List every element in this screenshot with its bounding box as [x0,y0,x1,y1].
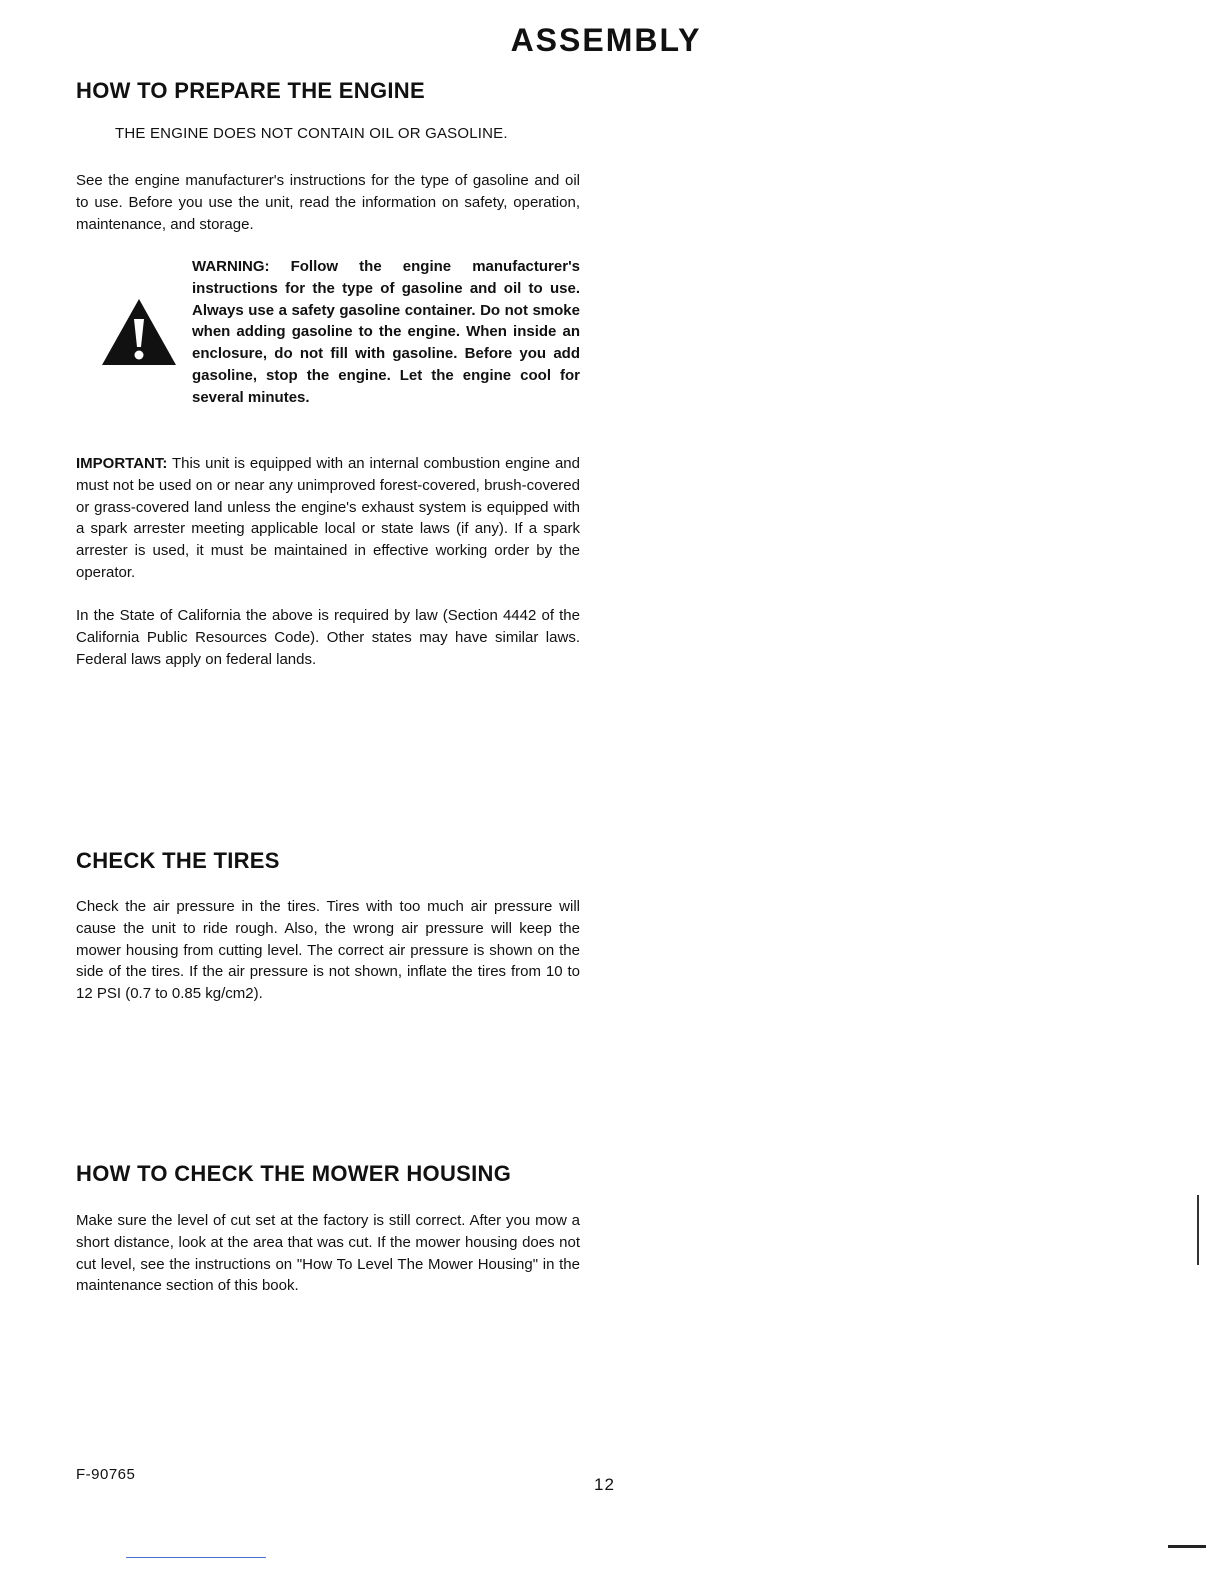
scan-corner-mark [1168,1545,1206,1548]
mower-paragraph: Make sure the level of cut set at the factory is still correct. After you mow a short distance, look at the area that was cut. If the mower housing does not cut level, see the instructions on "How To Level The Mower Housing" in the maintenance section of this book. [76,1212,580,1295]
page-title: ASSEMBLY [510,22,702,58]
california-paragraph: In the State of California the above is required by law (Section 4442 of the California Public Resources Code). Other states may have similar laws. Federal laws apply on federal lands. [76,607,580,668]
important-paragraph [76,453,580,584]
engine-notice: THE ENGINE DOES NOT CONTAIN OIL OR GASOLINE. [115,125,508,142]
scan-edge-mark [1197,1195,1199,1265]
warning-paragraph [192,256,580,409]
tires-section-heading: CHECK THE TIRES [76,848,280,873]
document-code: F-90765 [76,1466,136,1483]
engine-intro-paragraph: See the engine manufacturer's instructions for the type of gasoline and oil to use. Before you use the unit, read the information on safety, operation, maintenance, and storage. [76,172,580,233]
warning-triangle-icon [100,297,178,367]
engine-section-heading: HOW TO PREPARE THE ENGINE [76,78,425,103]
page-number: 12 [594,1475,615,1494]
warning-text: Follow the engine manufacturer's instructions for the type of gasoline and oil to use. Always use a safety gasoline container. Do not smoke when adding gasoline to the engine. When inside an enclosure, do not fill with gasoline. Before you add gasoline, stop the engine. Let the engine cool for several minutes. [192,258,580,406]
important-label: IMPORTANT: [76,455,168,472]
tires-paragraph: Check the air pressure in the tires. Tires with too much air pressure will cause the unit to ride rough. Also, the wrong air pressure will keep the mower housing from cutting level. The correct air pressure is shown on the side of the tires. If the air pressure is not shown, inflate the tires from 10 to 12 PSI (0.7 to 0.85 kg/cm2). [76,898,580,1003]
important-text: This unit is equipped with an internal combustion engine and must not be used on or near any unimproved forest-covered, brush-covered or grass-covered land unless the engine's exhaust system is equipped with a spark arrester meeting applicable local or state laws (if any). If a spark arrester is used, it must be maintained in effective working order by the operator. [76,455,580,581]
mower-section-heading: HOW TO CHECK THE MOWER HOUSING [76,1161,512,1186]
warning-label: WARNING: [192,258,270,275]
bottom-rule [126,1557,266,1558]
